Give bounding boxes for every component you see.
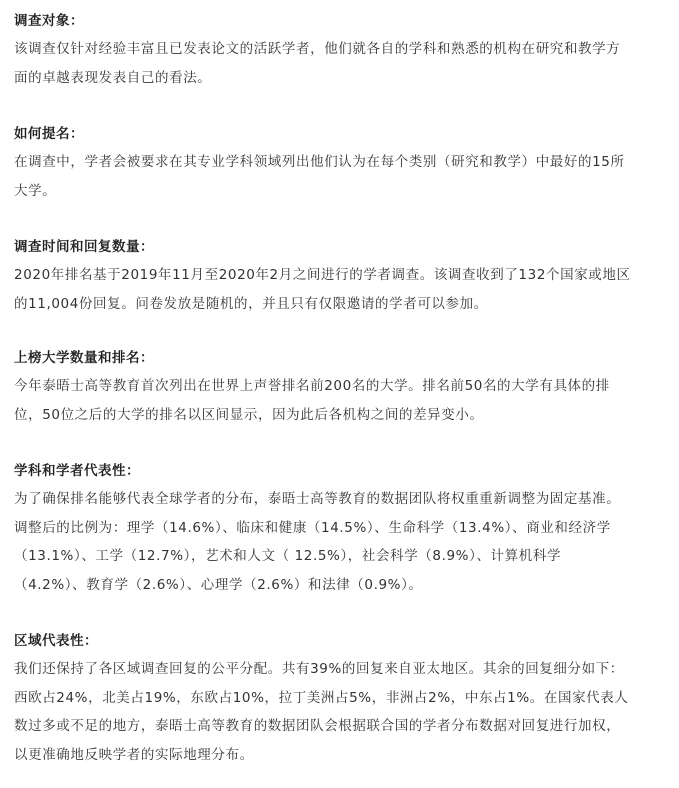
paragraph-line: 为了确保排名能够代表全球学者的分布，泰晤士高等教育的数据团队将权重重新调整为固定基准。	[14, 491, 621, 507]
section-subject-representation	[14, 457, 679, 599]
section-regional-representation	[14, 627, 679, 769]
paragraph-line: 大学。	[14, 182, 57, 199]
section-ranked-universities	[14, 344, 679, 429]
paragraph-line: 2020年排名基于2019年11月至2020年2月之间进行的学者调查。该调查收到了132个国家或地区	[14, 267, 631, 283]
paragraph-line: 在调查中，学者会被要求在其专业学科领域列出他们认为在每个类别（研究和教学）中最好的15所	[14, 154, 625, 170]
section-heading: 上榜大学数量和排名：	[14, 350, 154, 366]
section-heading: 如何提名：	[14, 126, 84, 142]
paragraph-line: 位，50位之后的大学的排名以区间显示，因为此后各机构之间的差异变小。	[14, 406, 484, 423]
paragraph-line: 该调查仅针对经验丰富且已发表论文的活跃学者，他们就各自的学科和熟悉的机构在研究和教学方	[14, 41, 621, 57]
paragraph-line: 西欧占24%，北美占19%，东欧占10%，拉丁美洲占5%，非洲占2%，中东占1%。在国家代表人	[14, 689, 629, 706]
paragraph-line: 面的卓越表现发表自己的看法。	[14, 69, 212, 86]
paragraph-line: （13.1%）、工学（12.7%），艺术和人文（ 12.5%），社会科学（8.9%）、计算机科学	[14, 548, 562, 564]
section-survey-time-responses	[14, 233, 679, 318]
paragraph-line: （4.2%）、教育学（2.6%）、心理学（2.6%）和法律（0.9%）。	[14, 576, 423, 593]
section-nomination	[14, 120, 679, 205]
paragraph-line: 今年泰晤士高等教育首次列出在世界上声誉排名前200名的大学。排名前50名的大学有具体的排	[14, 378, 610, 394]
paragraph-line: 的11,004份回复。问卷发放是随机的，并且只有仅限邀请的学者可以参加。	[14, 295, 488, 312]
section-heading: 区域代表性：	[14, 633, 98, 649]
section-heading: 调查时间和回复数量：	[14, 239, 154, 255]
section-survey-subjects	[14, 7, 679, 92]
paragraph-line: 数过多或不足的地方，泰晤士高等教育的数据团队会根据联合国的学者分布数据对回复进行加权，	[14, 718, 621, 734]
section-heading: 调查对象：	[14, 13, 84, 29]
paragraph-line: 调整后的比例为：理学（14.6%）、临床和健康（14.5%）、生命科学（13.4%）、商业和经济学	[14, 519, 611, 536]
paragraph-line: 我们还保持了各区域调查回复的公平分配。共有39%的回复来自亚太地区。其余的回复细分如下：	[14, 661, 624, 677]
paragraph-line: 以更准确地反映学者的实际地理分布。	[14, 746, 254, 763]
section-heading: 学科和学者代表性：	[14, 463, 140, 479]
